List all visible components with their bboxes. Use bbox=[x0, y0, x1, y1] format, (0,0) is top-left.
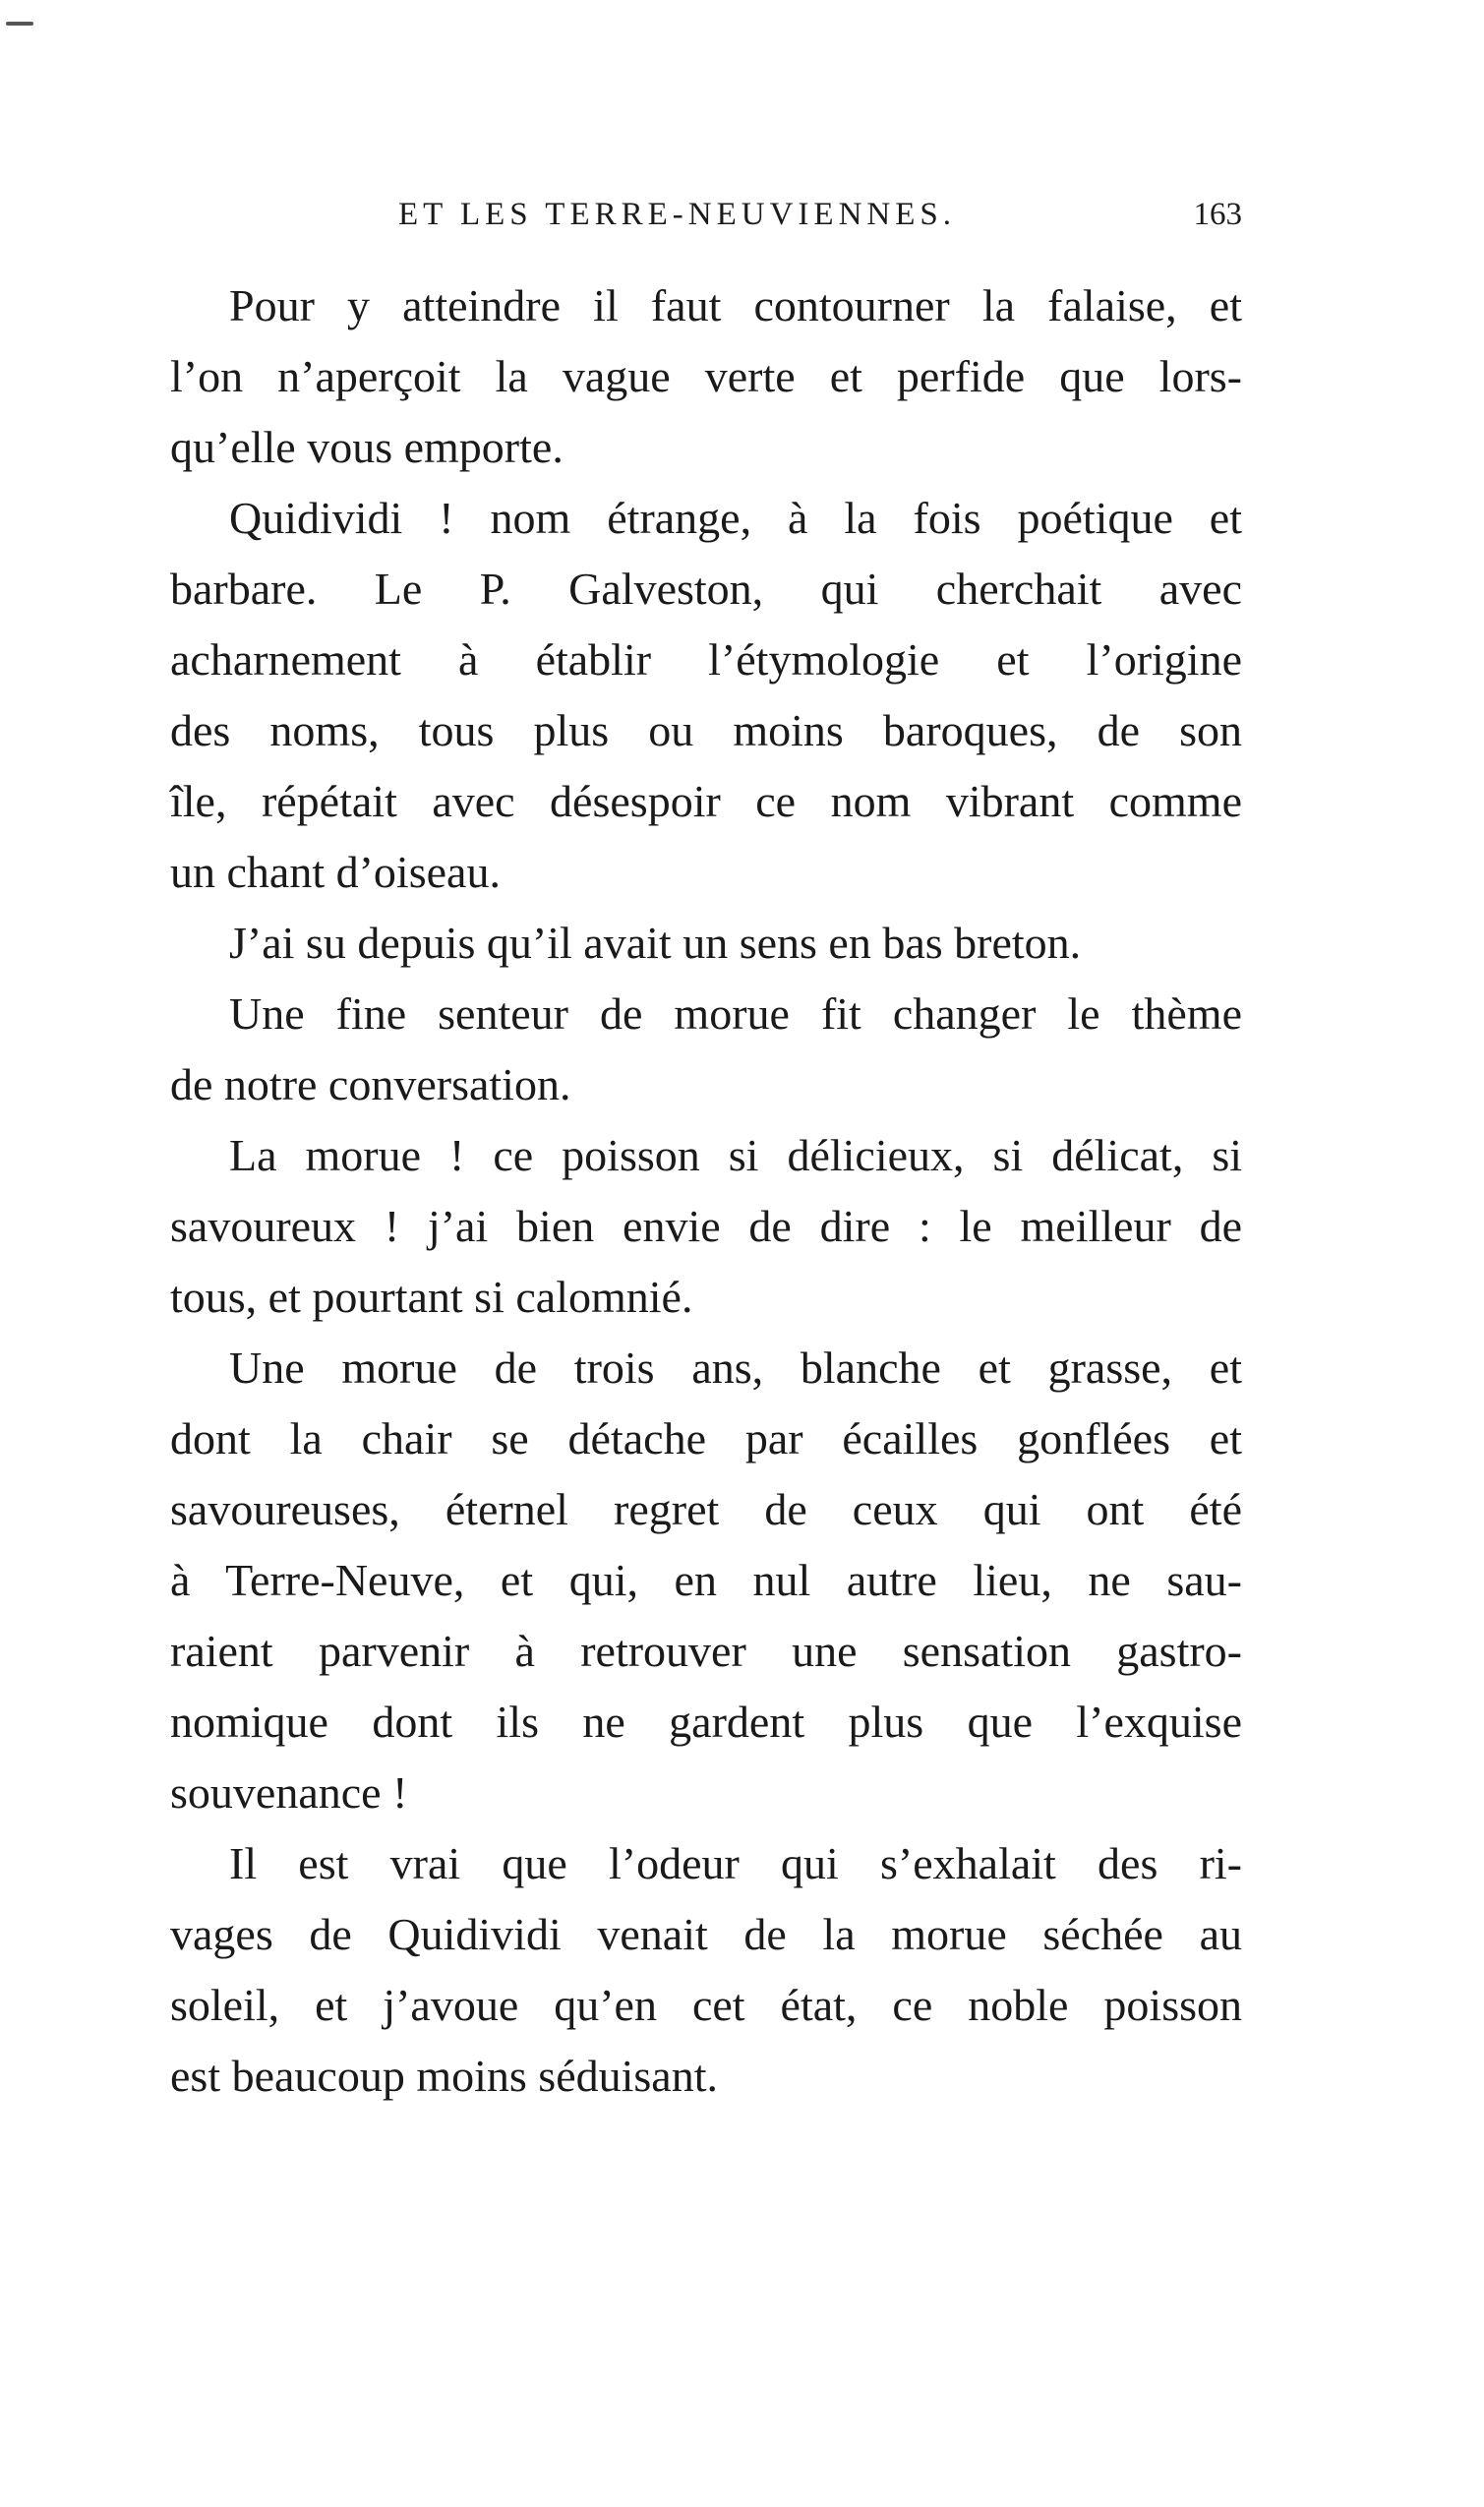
text-line: tous, et pourtant si calomnié. bbox=[170, 1272, 693, 1322]
text-line: savoureuses, éternel regret de ceux qui ont été bbox=[170, 1484, 1242, 1534]
text-line: des noms, tous plus ou moins baroques, de son bbox=[170, 705, 1242, 755]
text-line: l’on n’aperçoit la vague verte et perfide que lors- bbox=[170, 351, 1242, 401]
running-title: ET LES TERRE-NEUVIENNES. bbox=[398, 197, 956, 232]
body-text bbox=[170, 270, 1242, 2112]
text-line: barbare. Le P. Galveston, qui cherchait avec bbox=[170, 564, 1242, 614]
text-line: qu’elle vous emporte. bbox=[170, 422, 564, 472]
text-line: acharnement à établir l’étymologie et l’origine bbox=[170, 634, 1242, 685]
text-line: savoureux ! j’ai bien envie de dire : le meilleur de bbox=[170, 1201, 1242, 1251]
text-line: Il est vrai que l’odeur qui s’exhalait des ri- bbox=[229, 1838, 1242, 1888]
text-line: Quidividi ! nom étrange, à la fois poétique et bbox=[229, 493, 1242, 543]
text-line: nomique dont ils ne gardent plus que l’exquise bbox=[170, 1697, 1242, 1747]
text-line: un chant d’oiseau. bbox=[170, 847, 501, 897]
text-line: vages de Quidividi venait de la morue séchée au bbox=[170, 1909, 1242, 1959]
scan-mark bbox=[6, 22, 33, 26]
text-line: Une fine senteur de morue fit changer le thème bbox=[229, 988, 1242, 1039]
text-line: à Terre-Neuve, et qui, en nul autre lieu, ne sau- bbox=[170, 1555, 1242, 1605]
text-line: Une morue de trois ans, blanche et grasse, et bbox=[229, 1343, 1242, 1393]
page-number: 163 bbox=[1193, 197, 1242, 232]
text-line: souvenance ! bbox=[170, 1767, 408, 1818]
text-line: de notre conversation. bbox=[170, 1059, 571, 1109]
text-line: Pour y atteindre il faut contourner la falaise, et bbox=[229, 280, 1242, 330]
text-line: J’ai su depuis qu’il avait un sens en bas breton. bbox=[229, 918, 1082, 968]
text-line: soleil, et j’avoue qu’en cet état, ce noble poisson bbox=[170, 1980, 1242, 2030]
text-line: est beaucoup moins séduisant. bbox=[170, 2051, 719, 2101]
running-header bbox=[170, 197, 1242, 246]
text-line: La morue ! ce poisson si délicieux, si délicat, si bbox=[229, 1130, 1242, 1180]
text-line: raient parvenir à retrouver une sensation gastro- bbox=[170, 1626, 1242, 1676]
text-line: dont la chair se détache par écailles gonflées et bbox=[170, 1413, 1242, 1463]
text-line: île, répétait avec désespoir ce nom vibrant comme bbox=[170, 776, 1242, 826]
